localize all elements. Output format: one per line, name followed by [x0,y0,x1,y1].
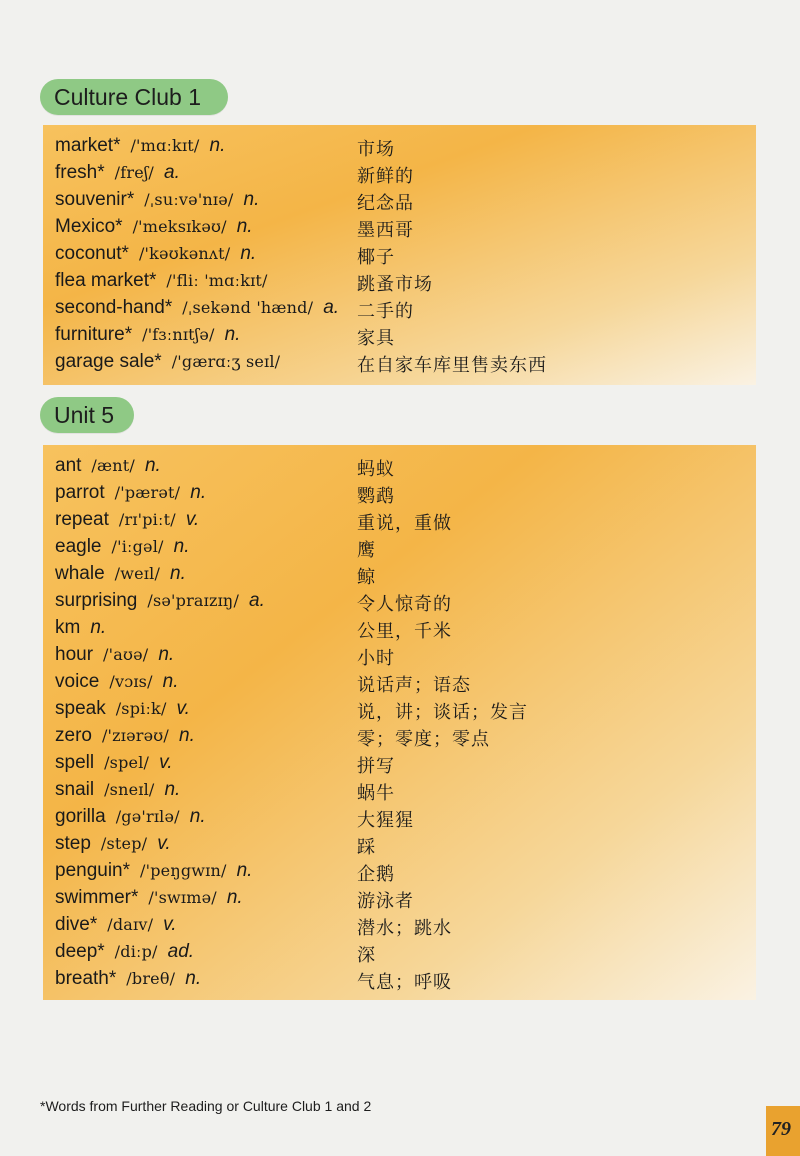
vocab-row [55,189,756,216]
headword: hour [55,644,94,665]
chinese-meaning: 令人惊奇的 [357,594,452,615]
vocab-row [55,860,756,887]
headword: spell [55,752,95,773]
vocab-entry-line [55,590,265,612]
part-of-speech: n. [226,887,243,908]
vocab-entry-line [55,216,253,238]
chinese-meaning: 说话声；语态 [357,675,471,696]
phonetic: /'swɪmə/ [148,888,217,907]
phonetic: /'zɪərəʊ/ [101,726,170,745]
vocab-row [55,968,756,995]
chinese-meaning: 说，讲；谈话；发言 [357,702,528,723]
phonetic: /'meksɪkəʊ/ [132,217,227,236]
vocab-entry-line [55,833,171,855]
headword: Mexico* [55,216,123,237]
vocab-entry-line [55,509,199,531]
part-of-speech: n. [164,779,181,800]
headword: step [55,833,91,854]
footnote: *Words from Further Reading or Culture Club 1 and 2 [40,1098,372,1114]
vocab-entry-line [55,189,259,211]
vocab-entry-line [55,351,280,373]
vocab-box-culture-club-1 [43,125,756,385]
vocab-entry-line [55,671,179,693]
phonetic: /sneɪl/ [104,780,155,799]
chinese-meaning: 二手的 [357,301,414,322]
phonetic: /diːp/ [114,942,158,961]
part-of-speech: n. [240,243,257,264]
part-of-speech: n. [224,324,241,345]
phonetic: /freʃ/ [114,163,155,182]
vocab-entry-line [55,324,240,346]
headword: garage sale* [55,351,162,372]
headword: dive* [55,914,98,935]
vocab-row [55,482,756,509]
chinese-meaning: 鲸 [357,567,376,588]
vocab-entry-line [55,860,252,882]
chinese-meaning: 蜗牛 [357,783,395,804]
chinese-meaning: 拼写 [357,756,395,777]
part-of-speech: v. [163,914,177,935]
vocab-row [55,617,756,644]
vocab-row [55,833,756,860]
part-of-speech: v. [157,833,171,854]
chinese-meaning: 深 [357,945,376,966]
vocab-entry-line [55,914,177,936]
vocab-entry-line [55,135,225,157]
phonetic: /'pærət/ [114,483,181,502]
vocab-row [55,590,756,617]
vocab-row [55,270,756,297]
vocab-row [55,725,756,752]
part-of-speech: n. [209,135,226,156]
phonetic: /'fliː 'mɑːkɪt/ [166,271,268,290]
page-number: 79 [771,1118,791,1140]
part-of-speech: n. [90,617,107,638]
chinese-meaning: 跳蚤市场 [357,274,433,295]
part-of-speech: v. [185,509,200,530]
vocab-entry-line [55,752,172,774]
chinese-meaning: 公里，千米 [357,621,452,642]
vocab-entry-line [55,297,339,319]
part-of-speech: n. [158,644,175,665]
vocab-entry-line [55,806,206,828]
phonetic: /weɪl/ [114,564,161,583]
vocab-row [55,216,756,243]
phonetic: /'iːgəl/ [111,537,164,556]
vocab-row [55,698,756,725]
chinese-meaning: 零；零度；零点 [357,729,490,750]
phonetic: /daɪv/ [107,915,154,934]
part-of-speech: n. [162,671,179,692]
part-of-speech: ad. [167,941,195,962]
part-of-speech: n. [243,189,260,210]
vocab-entry-line [55,162,180,184]
headword: ant [55,455,82,476]
vocab-entry-line [55,617,106,639]
headword: snail [55,779,95,800]
headword: parrot [55,482,105,503]
part-of-speech: n. [189,806,206,827]
phonetic: /rɪ'piːt/ [118,510,176,529]
chinese-meaning: 椰子 [357,247,395,268]
phonetic: /'aʊə/ [103,645,149,664]
chinese-meaning: 市场 [357,139,395,160]
headword: penguin* [55,860,131,881]
headword: surprising [55,590,138,611]
section-title-unit-5: Unit 5 [40,397,134,433]
chinese-meaning: 纪念品 [357,193,414,214]
headword: flea market* [55,270,157,291]
chinese-meaning: 游泳者 [357,891,414,912]
phonetic: /spiːk/ [115,699,167,718]
phonetic: /'fɜːnɪtʃə/ [142,325,215,344]
vocab-row [55,806,756,833]
chinese-meaning: 踩 [357,837,376,858]
chinese-meaning: 企鹅 [357,864,395,885]
part-of-speech: n. [173,536,190,557]
vocab-row [55,135,756,162]
phonetic: /'mɑːkɪt/ [130,136,200,155]
phonetic: /spel/ [104,753,150,772]
chinese-meaning: 潜水；跳水 [357,918,452,939]
headword: fresh* [55,162,105,183]
vocab-entry-line [55,243,256,265]
chinese-meaning: 墨西哥 [357,220,414,241]
headword: eagle [55,536,102,557]
headword: gorilla [55,806,106,827]
chinese-meaning: 鹦鹉 [357,486,395,507]
part-of-speech: a. [323,297,340,318]
part-of-speech: v. [159,752,173,773]
headword: zero [55,725,92,746]
headword: voice [55,671,100,692]
chinese-meaning: 小时 [357,648,395,669]
headword: swimmer* [55,887,139,908]
part-of-speech: n. [185,968,202,989]
phonetic: /step/ [100,834,148,853]
section-title-culture-club-1: Culture Club 1 [40,79,228,115]
vocab-entry-line [55,270,268,292]
phonetic: /'kəʊkənʌt/ [138,244,231,263]
phonetic: /'gærɑːʒ seɪl/ [171,352,281,371]
chinese-meaning: 在自家车库里售卖东西 [357,355,547,376]
vocab-entry-line [55,725,195,747]
part-of-speech: n. [179,725,195,746]
headword: speak [55,698,106,719]
headword: coconut* [55,243,129,264]
headword: whale [55,563,105,584]
headword: km [55,617,81,638]
headword: furniture* [55,324,133,345]
vocab-entry-line [55,455,161,477]
part-of-speech: v. [176,698,190,719]
phonetic: /'peŋgwɪn/ [140,861,227,880]
vocab-entry-line [55,563,186,585]
vocab-row [55,536,756,563]
phonetic: /gə'rɪlə/ [115,807,180,826]
vocab-row [55,324,756,351]
chinese-meaning: 家具 [357,328,395,349]
vocab-entry-line [55,941,194,963]
part-of-speech: n. [236,216,253,237]
chinese-meaning: 气息；呼吸 [357,972,452,993]
vocab-entry-line [55,644,174,666]
chinese-meaning: 大猩猩 [357,810,414,831]
part-of-speech: n. [170,563,186,584]
vocab-row [55,351,756,378]
headword: deep* [55,941,105,962]
part-of-speech: n. [190,482,207,503]
vocab-row [55,297,756,324]
headword: market* [55,135,121,156]
chinese-meaning: 重说，重做 [357,513,452,534]
vocab-row [55,779,756,806]
phonetic: /ˌsuːvə'nɪə/ [144,190,234,209]
vocab-entry-line [55,536,189,558]
vocab-row [55,887,756,914]
vocab-entry-line [55,968,201,990]
vocab-row [55,752,756,779]
vocab-row [55,671,756,698]
vocab-row [55,914,756,941]
vocab-row [55,162,756,189]
vocab-entry-line [55,779,180,801]
headword: repeat [55,509,109,530]
headword: breath* [55,968,117,989]
vocab-row [55,644,756,671]
phonetic: /vɔɪs/ [109,672,153,691]
vocab-row [55,243,756,270]
part-of-speech: n. [236,860,253,881]
vocab-box-unit-5 [43,445,756,1000]
vocab-row [55,455,756,482]
vocab-row [55,563,756,590]
phonetic: /ænt/ [91,456,135,475]
vocab-row [55,941,756,968]
vocab-entry-line [55,482,206,504]
phonetic: /breθ/ [126,969,176,988]
phonetic: /sə'praɪzɪŋ/ [147,591,240,610]
headword: souvenir* [55,189,135,210]
part-of-speech: n. [144,455,161,476]
chinese-meaning: 新鲜的 [357,166,414,187]
chinese-meaning: 鹰 [357,540,376,561]
vocab-row [55,509,756,536]
headword: second-hand* [55,297,173,318]
part-of-speech: a. [249,590,265,611]
chinese-meaning: 蚂蚁 [357,459,395,480]
phonetic: /ˌsekənd 'hænd/ [182,298,314,317]
part-of-speech: a. [164,162,180,183]
vocab-entry-line [55,887,243,909]
vocab-entry-line [55,698,190,720]
